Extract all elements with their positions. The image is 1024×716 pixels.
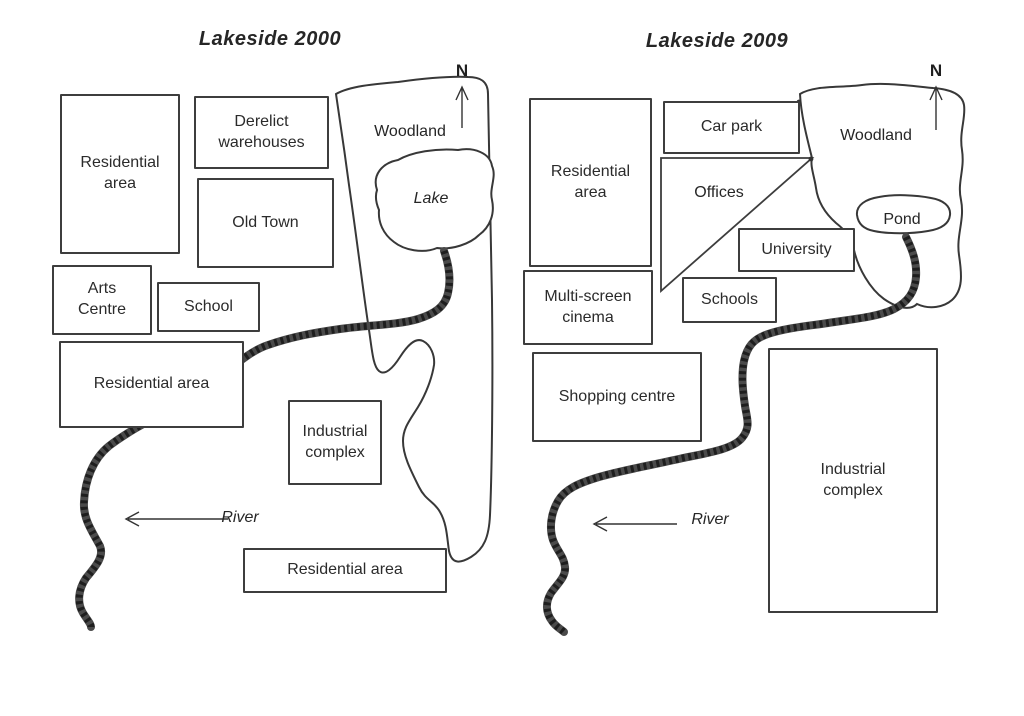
box-university: [738, 228, 855, 272]
box-label: Arts Centre: [77, 280, 127, 318]
box-label: Residential area: [550, 162, 631, 201]
river-2000-label: River: [221, 509, 259, 526]
offices-corner-dot: [809, 157, 814, 162]
river-2009-label: River: [691, 511, 729, 528]
box-label: Schools: [701, 290, 758, 308]
woodland-2000-label: Woodland: [374, 123, 446, 140]
box-residential-area-nw: [60, 94, 180, 254]
box-old-town: [197, 178, 334, 268]
box-label: Residential area: [287, 561, 403, 579]
box-label: University: [761, 240, 832, 258]
map-2000-title: Lakeside 2000: [198, 28, 342, 50]
map-2009-title: Lakeside 2009: [645, 30, 789, 52]
box-label: Industrial complex: [820, 460, 886, 499]
box-schools: [682, 277, 777, 323]
box-industrial-complex-2000: [288, 400, 382, 485]
pond-label: Pond: [883, 211, 921, 228]
box-residential-area-2009: [529, 98, 652, 267]
box-label: Residential area: [80, 154, 160, 192]
north-arrow-2009: [930, 87, 942, 130]
box-residential-area-w: [59, 341, 244, 428]
box-label: Industrial complex: [302, 422, 368, 461]
box-arts-centre: [52, 265, 152, 335]
box-multi-screen-cinema: [523, 270, 653, 345]
box-industrial-complex-2009: [768, 348, 938, 613]
box-label: School: [184, 297, 233, 315]
box-residential-area-s: [243, 548, 447, 593]
woodland-2009-label: Woodland: [840, 127, 912, 144]
north-arrow-2000: [456, 87, 468, 128]
box-label: Shopping centre: [558, 387, 676, 405]
compass-2000-label: N: [455, 61, 469, 80]
box-car-park: [663, 101, 800, 154]
river-2009-arrow: [594, 517, 677, 531]
lake-label: Lake: [413, 190, 449, 207]
box-label: Multi-screen cinema: [544, 287, 632, 326]
box-shopping-centre: [532, 352, 702, 442]
box-derelict-warehouses: [194, 96, 329, 169]
box-label: Old Town: [232, 213, 299, 231]
box-label: Residential area: [93, 375, 210, 393]
box-school: [157, 282, 260, 332]
offices-label: Offices: [694, 184, 744, 201]
compass-2009-label: N: [929, 61, 943, 80]
box-label: Derelict warehouses: [218, 112, 305, 151]
box-label: Car park: [700, 118, 763, 136]
